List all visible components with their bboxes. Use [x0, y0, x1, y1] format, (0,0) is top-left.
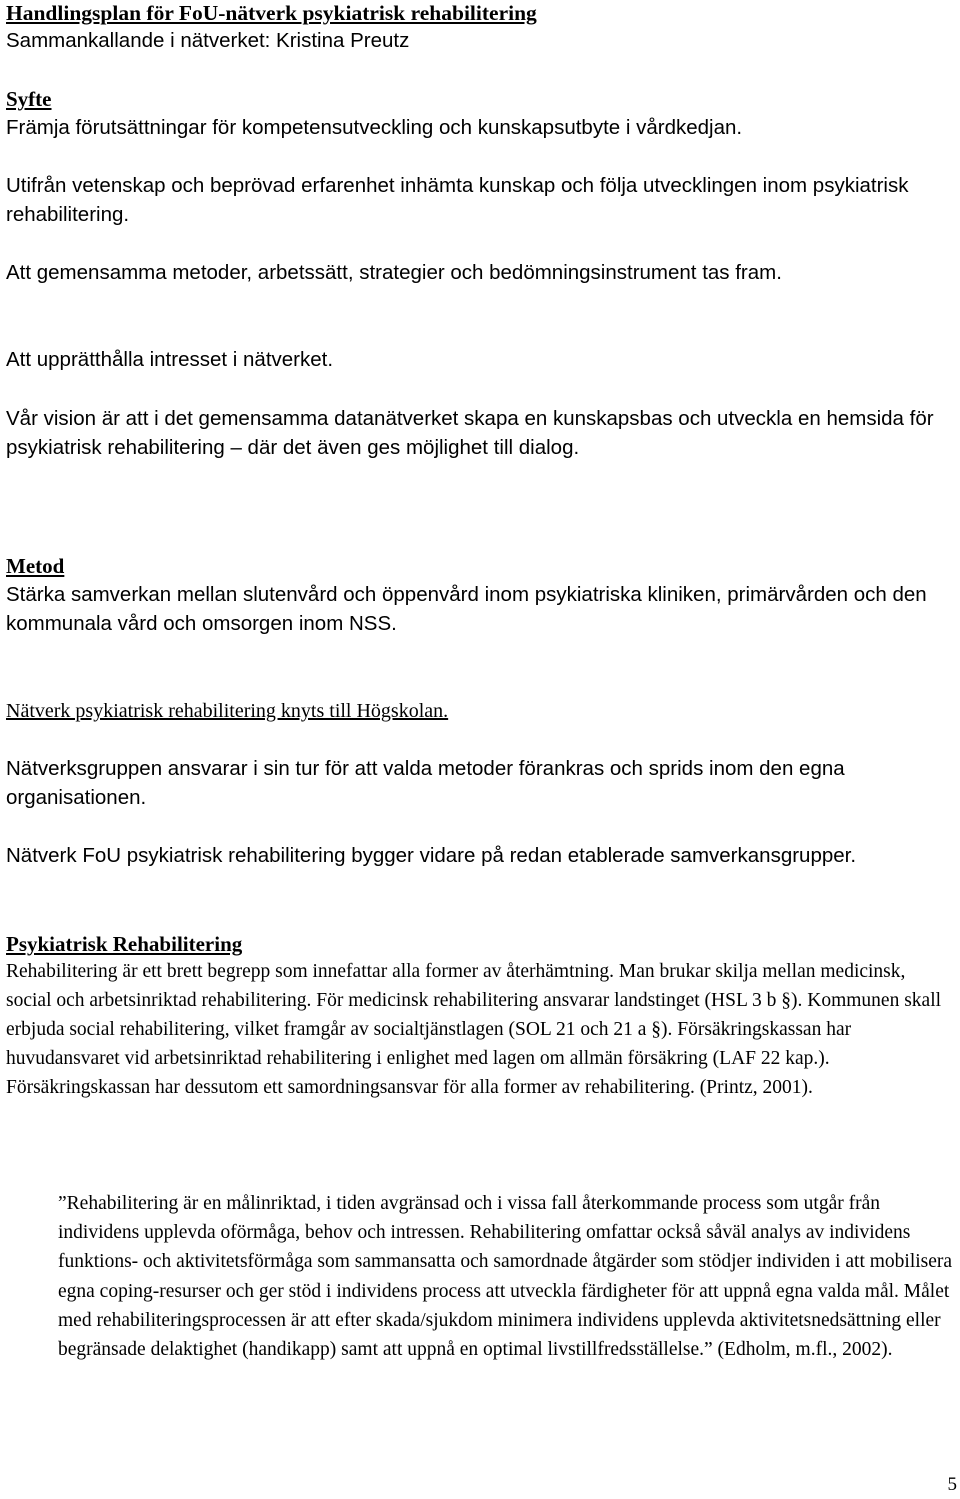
rehab-quote: ”Rehabilitering är en målinriktad, i tiden avgränsad och i vissa fall återkommande process som utgår från individens upplevda oförmåga, behov och intressen. Rehabilitering omfattar också såväl analys av individens funktions- och aktivitetsförmåga som sammansatta och samordnade åtgärder som stödjer individen i att mobilisera egna coping-resurser och ger stöd i individens process att utveckla färdigheter för att uppnå egna valda mål. Målet med rehabiliteringsprocessen är att efter skada/sjukdom minimera individens upplevda aktivitetsnedsättning eller begränsade delaktighet (handikapp) samt att uppnå en optimal livstillfredsställelse.” (Edholm, m.fl., 2002).	[58, 1193, 953, 1361]
syfte-paragraph-1: Främja förutsättningar för kompetensutveckling och kunskapsutbyte i vårdkedjan.	[6, 116, 743, 139]
syfte-paragraph-4: Att upprätthålla intresset i nätverket.	[6, 348, 334, 371]
metod-paragraph-4: Nätverk FoU psykiatrisk rehabilitering bygger vidare på redan etablerade samverkansgrupper.	[6, 844, 857, 867]
rehab-paragraph: Rehabilitering är ett brett begrepp som innefattar alla former av återhämtning. Man brukar skilja mellan medicinsk, social och arbetsinriktad rehabilitering. För medicinsk rehabilitering ansvarar landstinget (HSL 3 b §). Kommunen skall erbjuda social rehabilitering, vilket framgår av socialtjänstlagen (SOL 21 och 21 a §). Försäkringskassan har huvudansvaret vid arbetsinriktad rehabilitering i enlighet med lagen om allmän försäkring (LAF 22 kap.). Försäkringskassan har dessutom ett samordningsansvar för alla former av rehabilitering. (Printz, 2001).	[6, 961, 942, 1098]
syfte-paragraph-5: Vår vision är att i det gemensamma datanätverket skapa en kunskapsbas och utveckla en hemsida för psykiatrisk rehabilitering – där det även ges möjlighet till dialog.	[6, 407, 934, 460]
page-number: 5	[947, 1474, 957, 1495]
heading-psykiatrisk-rehabilitering: Psykiatrisk Rehabilitering	[6, 932, 243, 956]
metod-paragraph-3: Nätverksgruppen ansvarar i sin tur för att valda metoder förankras och sprids inom den egna organisationen.	[6, 757, 845, 810]
metod-paragraph-1: Stärka samverkan mellan slutenvård och öppenvård inom psykiatriska kliniken, primärvården och den kommunala vård och omsorgen inom NSS.	[6, 583, 927, 636]
convener-line: Sammankallande i nätverket: Kristina Preutz	[6, 29, 410, 52]
metod-paragraph-2: Nätverk psykiatrisk rehabilitering knyts till Högskolan.	[6, 700, 449, 722]
heading-metod: Metod	[6, 554, 65, 578]
syfte-paragraph-3: Att gemensamma metoder, arbetssätt, strategier och bedömningsinstrument tas fram.	[6, 261, 782, 284]
document-title: Handlingsplan för FoU-nätverk psykiatrisk rehabilitering	[6, 1, 537, 25]
syfte-paragraph-2: Utifrån vetenskap och beprövad erfarenhet inhämta kunskap och följa utvecklingen inom psykiatrisk rehabilitering.	[6, 174, 909, 227]
heading-syfte: Syfte	[6, 87, 52, 111]
